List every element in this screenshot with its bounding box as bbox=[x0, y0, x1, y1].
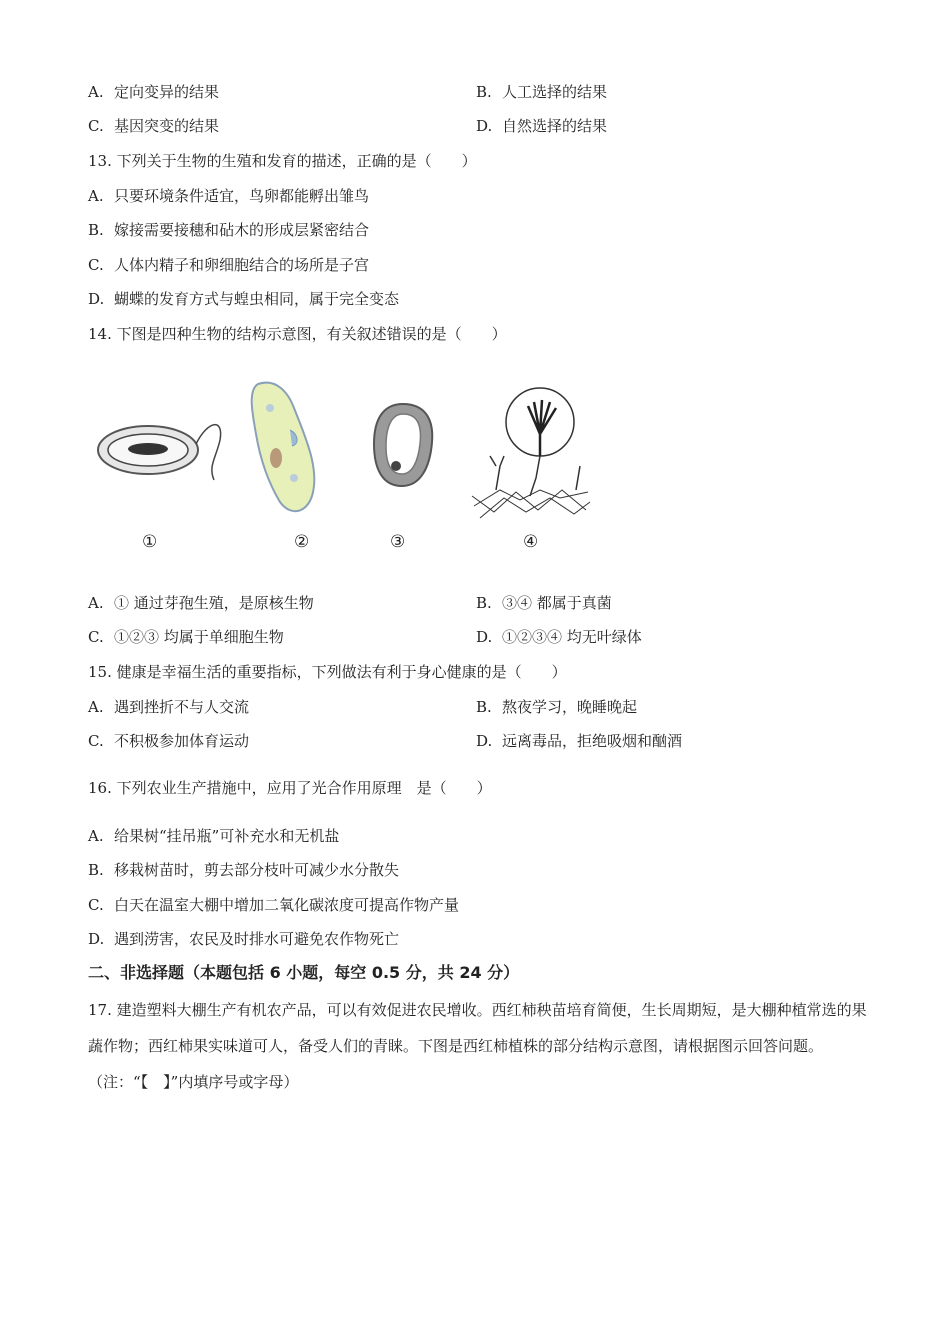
option-label: C. bbox=[88, 117, 104, 135]
option-label: C. bbox=[88, 256, 104, 274]
option-text: 基因突变的结果 bbox=[114, 117, 220, 135]
q13-option-b bbox=[88, 220, 369, 240]
q12-option-a bbox=[88, 82, 219, 102]
option-text: 不积极参加体育运动 bbox=[114, 732, 250, 750]
q15-option-a bbox=[88, 697, 249, 717]
q16-option-b bbox=[88, 860, 399, 880]
q16-stem: 16. 下列农业生产措施中，应用了光合作用原理 是（ ） bbox=[88, 779, 492, 797]
penicillium-figure bbox=[470, 386, 595, 526]
option-label: B. bbox=[476, 83, 492, 101]
option-label: A. bbox=[88, 698, 104, 716]
option-label: A. bbox=[88, 187, 104, 205]
q12-option-c bbox=[88, 116, 219, 136]
q13-stem: 13. 下列关于生物的生殖和发育的描述，正确的是（ ） bbox=[88, 152, 477, 170]
option-text: 人体内精子和卵细胞结合的场所是子宫 bbox=[114, 256, 370, 274]
option-text: 给果树“挂吊瓶”可补充水和无机盐 bbox=[114, 827, 340, 845]
q17-paragraph: 17. 建造塑料大棚生产有机农产品，可以有效促进农民增收。西红柿秧苗培育简便，生长周期短，是大棚种植常选的果蔬作物；西红柿果实味道可人，备受人们的青睐。下图是西红柿植株的部分结构示意图，请根据图示回答问题。（注：“【 】”内填序号或字母） bbox=[88, 1001, 867, 1091]
q15-option-c bbox=[88, 731, 249, 751]
q14-option-a bbox=[88, 593, 314, 613]
option-text: 嫁接需要接穗和砧木的形成层紧密结合 bbox=[114, 221, 370, 239]
q15-option-d bbox=[476, 731, 682, 751]
option-label: B. bbox=[476, 698, 492, 716]
option-text: 定向变异的结果 bbox=[114, 83, 220, 101]
q16-option-c bbox=[88, 895, 459, 915]
option-label: C. bbox=[88, 896, 104, 914]
option-text: ① 通过芽孢生殖，是原核生物 bbox=[114, 594, 314, 612]
option-label: A. bbox=[88, 594, 104, 612]
q14-stem: 14. 下图是四种生物的结构示意图，有关叙述错误的是（ ） bbox=[88, 325, 507, 343]
option-text: 遇到挫折不与人交流 bbox=[114, 698, 250, 716]
option-text: 遇到涝害，农民及时排水可避免农作物死亡 bbox=[114, 930, 400, 948]
option-text: 自然选择的结果 bbox=[502, 117, 608, 135]
q16-option-d bbox=[88, 929, 399, 949]
option-label: C. bbox=[88, 628, 104, 646]
option-label: C. bbox=[88, 732, 104, 750]
q14-option-d bbox=[476, 627, 642, 647]
q15-stem: 15. 健康是幸福生活的重要指标，下列做法有利于身心健康的是（ ） bbox=[88, 663, 567, 681]
q12-option-b bbox=[476, 82, 607, 102]
option-label: A. bbox=[88, 827, 104, 845]
option-text: ①②③④ 均无叶绿体 bbox=[502, 628, 642, 646]
q12-option-d bbox=[476, 116, 607, 136]
figure-label-1: ① bbox=[142, 532, 158, 552]
option-text: 人工选择的结果 bbox=[502, 83, 608, 101]
section-heading: 二、非选择题（本题包括 6 小题，每空 0.5 分，共 24 分） bbox=[88, 963, 520, 982]
yeast-figure bbox=[368, 400, 438, 490]
figure-label-3: ③ bbox=[390, 532, 406, 552]
option-text: ③④ 都属于真菌 bbox=[502, 594, 612, 612]
paramecium-figure bbox=[246, 378, 326, 518]
q13-option-d bbox=[88, 289, 399, 309]
option-label: D. bbox=[476, 117, 493, 135]
option-text: 白天在温室大棚中增加二氧化碳浓度可提高作物产量 bbox=[114, 896, 460, 914]
option-text: 熬夜学习，晚睡晚起 bbox=[502, 698, 638, 716]
option-text: 移栽树苗时，剪去部分枝叶可减少水分散失 bbox=[114, 861, 400, 879]
q13-option-c bbox=[88, 255, 369, 275]
option-text: 只要环境条件适宜，鸟卵都能孵出雏鸟 bbox=[114, 187, 370, 205]
figure-label-2: ② bbox=[294, 532, 310, 552]
q14-option-c bbox=[88, 627, 284, 647]
option-label: B. bbox=[88, 221, 104, 239]
q16-option-a bbox=[88, 826, 339, 846]
figure-label-4: ④ bbox=[523, 532, 539, 552]
q13-option-a bbox=[88, 186, 369, 206]
option-label: D. bbox=[88, 290, 105, 308]
option-label: B. bbox=[476, 594, 492, 612]
option-label: D. bbox=[476, 628, 493, 646]
q15-option-b bbox=[476, 697, 637, 717]
option-label: A. bbox=[88, 83, 104, 101]
option-text: 蝴蝶的发育方式与蝗虫相同，属于完全变态 bbox=[114, 290, 400, 308]
option-label: B. bbox=[88, 861, 104, 879]
option-text: ①②③ 均属于单细胞生物 bbox=[114, 628, 284, 646]
bacterium-figure bbox=[96, 410, 236, 490]
option-text: 远离毒品，拒绝吸烟和酗酒 bbox=[502, 732, 683, 750]
q14-option-b bbox=[476, 593, 612, 613]
option-label: D. bbox=[88, 930, 105, 948]
option-label: D. bbox=[476, 732, 493, 750]
